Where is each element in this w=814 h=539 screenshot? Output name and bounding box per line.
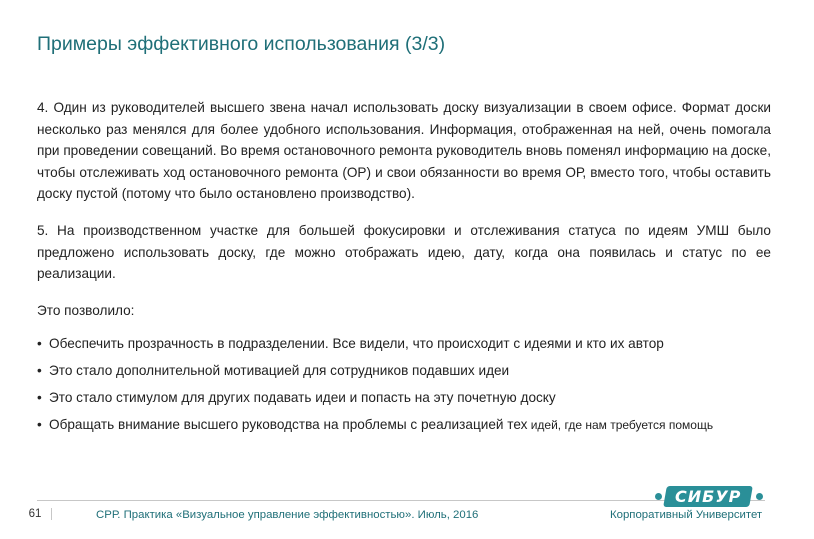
logo-box [663,486,753,507]
bullet-item [37,333,771,354]
bullet-text: Обращать внимание высшего руководства на проблемы с реализацией тех [49,417,528,433]
footer-organization: Корпоративный Университет [610,509,763,521]
footer-divider [37,500,765,501]
paragraph-4: 4. Один из руководителей высшего звена начал использовать доску визуализации в своем офисе. Формат доски несколько раз менялся для более удобного использования. Информация, отображенная на ней, очень помогала при проведении совещаний. Во время остановочного ремонта руководитель вновь поменял информацию на доске, чтобы отслеживать ход остановочного ремонта (ОР) и свои обязанности во время ОР, вместо того, чтобы оставить доску пустой (потому что было остановлено производство). [37,100,771,202]
bullet-item [37,387,771,408]
paragraph-5: 5. На производственном участке для большей фокусировки и отслеживания статуса по идеям УМШ было предложено использовать доску, где можно отображать идею, дату, когда она появилась и статус по ее реализации. [37,222,771,282]
bullet-marker: • [37,390,42,406]
bullet-list [37,333,771,436]
bullet-text: Это стало дополнительной мотивацией для сотрудников подавших идеи [49,363,510,379]
logo-left-dot-icon [655,493,662,500]
logo-text: СИБУР [674,487,742,506]
page-number: 61 [23,508,52,520]
footer-title: СРР. Практика «Визуальное управление эффективностью». Июль, 2016 [96,509,479,521]
bullet-marker: • [37,336,42,352]
bullet-text-tail: идей, где нам требуется помощь [527,418,714,433]
slide-body [37,97,771,442]
logo-right-dot-icon [756,493,763,500]
bullet-marker: • [37,417,42,433]
bullet-item [37,414,771,436]
bullet-text: Обеспечить прозрачность в подразделении. Все видели, что происходит с идеями и кто их автор [49,336,664,352]
bullet-item [37,360,771,381]
slide-title: Примеры эффективного использования (3/3) [37,33,446,55]
intro-text: Это позволило: [37,302,135,318]
bullet-marker: • [37,363,42,379]
bullet-text: Это стало стимулом для других подавать идеи и попасть на эту почетную доску [49,390,556,406]
